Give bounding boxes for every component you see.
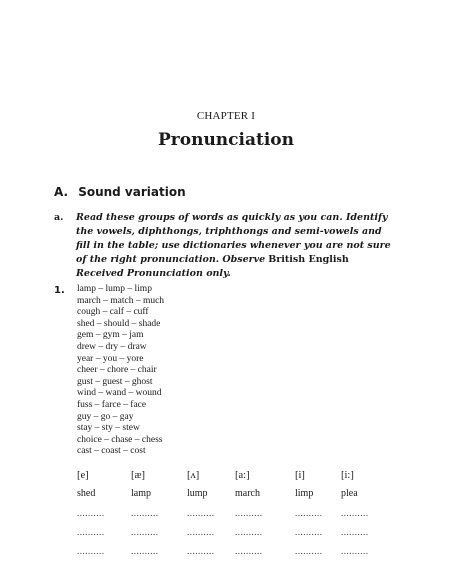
- word-group: year – you – yore: [77, 353, 144, 364]
- table-symbol-row-cell: [a:]: [235, 470, 250, 481]
- table-blank-row-cell: ..........: [235, 527, 263, 537]
- vowel-table: [77, 470, 401, 565]
- section-title: Sound variation: [78, 185, 186, 199]
- exercise-number: 1.: [54, 285, 65, 296]
- word-group: gust – guest – ghost: [77, 376, 153, 387]
- table-blank-row: [77, 527, 401, 546]
- table-symbol-row: [77, 470, 401, 488]
- word-group: gem – gym – jam: [77, 330, 144, 341]
- table-blank-row: [77, 546, 401, 565]
- table-blank-row-cell: ..........: [77, 508, 105, 518]
- table-example-row-cell: march: [235, 488, 260, 499]
- instruction-block: [54, 211, 399, 281]
- table-symbol-row-cell: [i]: [295, 470, 305, 481]
- table-blank-row-cell: ..........: [295, 546, 323, 556]
- instruction-text: [76, 211, 399, 281]
- table-example-row-cell: shed: [77, 488, 96, 499]
- table-symbol-row-cell: [æ]: [131, 470, 145, 481]
- table-blank-row-cell: ..........: [341, 527, 369, 537]
- table-example-row: [77, 488, 401, 508]
- table-blank-row-cell: ..........: [341, 546, 369, 556]
- word-group: march – match – much: [77, 295, 165, 306]
- word-group: cough – calf – cuff: [77, 307, 149, 318]
- word-group: stay – sty – stew: [77, 423, 140, 434]
- section-heading: [54, 185, 186, 199]
- table-blank-row-cell: ..........: [77, 546, 105, 556]
- table-blank-row-cell: ..........: [187, 546, 215, 556]
- table-blank-row-cell: ..........: [235, 508, 263, 518]
- word-group: guy – go – gay: [77, 411, 134, 422]
- table-example-row-cell: plea: [341, 488, 358, 499]
- table-blank-row-cell: ..........: [235, 546, 263, 556]
- table-blank-row-cell: ..........: [131, 546, 159, 556]
- instruction-part1: Read these groups of words as quickly as you can. Identify the vowels, diphthongs, triphthongs and semi-vowels and fill in the table; use dictionaries whenever you are not sure of the right pronunciation. Observe: [76, 212, 391, 265]
- word-group: cast – coast – cost: [77, 446, 146, 457]
- chapter-title: Pronunciation: [158, 130, 294, 150]
- table-example-row-cell: limp: [295, 488, 314, 499]
- table-blank-row-cell: ..........: [187, 527, 215, 537]
- word-group: cheer – chore – chair: [77, 365, 157, 376]
- table-symbol-row-cell: [e]: [77, 470, 89, 481]
- table-blank-row-cell: ..........: [131, 527, 159, 537]
- word-group: fuss – farce – face: [77, 399, 147, 410]
- table-blank-row-cell: ..........: [131, 508, 159, 518]
- table-blank-row-cell: ..........: [295, 508, 323, 518]
- instruction-marker: a.: [54, 212, 64, 223]
- table-blank-row: [77, 508, 401, 527]
- table-blank-row-cell: ..........: [77, 527, 105, 537]
- word-group: lamp – lump – limp: [77, 284, 152, 294]
- chapter-label: CHAPTER I: [196, 110, 256, 122]
- table-blank-row-cell: ..........: [187, 508, 215, 518]
- section-letter: A.: [54, 185, 69, 199]
- table-example-row-cell: lamp: [131, 488, 151, 499]
- table-blank-row-cell: ..........: [341, 508, 369, 518]
- table-blank-row-cell: ..........: [295, 527, 323, 537]
- word-group: drew – dry – draw: [77, 341, 147, 352]
- word-group: wind – wand – wound: [77, 388, 162, 399]
- word-group: shed – should – shade: [77, 318, 161, 329]
- word-group-list: [77, 284, 164, 458]
- table-symbol-row-cell: [i:]: [341, 470, 354, 481]
- table-example-row-cell: lump: [187, 488, 208, 499]
- table-symbol-row-cell: [ʌ]: [187, 470, 200, 481]
- instruction-part2: British English: [268, 254, 349, 265]
- word-group: choice – chase – chess: [77, 434, 163, 445]
- instruction-part3: Received Pronunciation only.: [76, 268, 231, 279]
